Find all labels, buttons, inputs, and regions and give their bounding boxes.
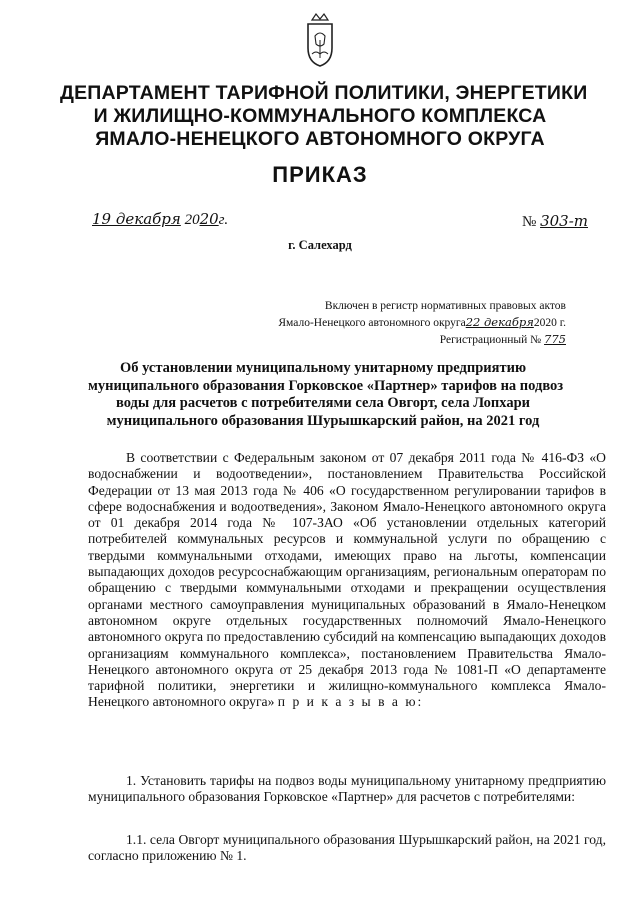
header-line-1: ДЕПАРТАМЕНТ ТАРИФНОЙ ПОЛИТИКИ, ЭНЕРГЕТИКИ (60, 82, 588, 104)
preamble-text: В соответствии с Федеральным законом от 07 декабря 2011 года № 416-ФЗ «О водоснабжении и водоотведении», постановлением Правительства Российской Федерации от 13 мая 2013 года № 406 «О государственном регулировании тарифов в сфере водоснабжения и водоотведения», Законом Ямало-Ненецкого автономного округа от 01 декабря 2014 года № 107-ЗАО «Об установлении отдельных категорий потребителей коммунальных ресурсов и коммунальной услуги по обращению с твердыми коммунальными отходами, имеющих право на льготы, компенсации выпадающих доходов ресурсоснабжающим организациям, региональным операторам по обращению с твердыми коммунальными отходами и прекращении осуществления органами местного самоуправления муниципальных образований в Ямало-Ненецком автономном округе отдельных государственных полномочий Ямало-Ненецкого автономного округа по предоставлению субсидий на компенсацию выпадающих доходов организациям коммунального комплекса», постановлением Правительства Ямало-Ненецкого автономного округа от 25 декабря 2013 года № 1081-П «О департаменте тарифной политики, энергетики и жилищно-коммунального комплекса Ямало-Ненецкого автономного округа» (88, 450, 606, 710)
order-date-handwritten: 19 декабря (92, 210, 181, 228)
registry-line-1: Включен в регистр нормативных правовых актов (324, 300, 566, 312)
subject-line-1: Об установлении муниципальному унитарному предприятию (119, 360, 527, 376)
subject-line-2: муниципального образования Горковское «Партнер» тарифов на подвоз (88, 377, 564, 394)
city-line: г. Салехард (288, 238, 352, 252)
department-header (60, 82, 588, 151)
registry-number-handwritten: 775 (544, 332, 566, 346)
order-directive-word: п р и к а з ы в а ю: (277, 694, 424, 710)
order-date (92, 210, 228, 229)
preamble-paragraph (88, 450, 606, 711)
subject-line-3: воды для расчетов с потребителями села Овгорт, села Лопхари (115, 395, 531, 411)
order-date-year-handwritten: 20 (199, 210, 219, 228)
order-subject (88, 360, 564, 430)
order-number (522, 212, 588, 231)
order-number-label: № (522, 214, 537, 230)
header-line-2: И ЖИЛИЩНО-КОММУНАЛЬНОГО КОМПЛЕКСА (93, 105, 547, 127)
coat-of-arms-emblem-icon (300, 10, 340, 70)
registry-date-handwritten: 22 декабря (465, 315, 534, 329)
order-date-end: г. (218, 212, 229, 228)
registry-line-3: Регистрационный № 775 (439, 332, 566, 346)
order-date-year-prefix: 20 (184, 212, 200, 228)
subject-line-4: муниципального образования Шурышкарский район, на 2021 год (106, 412, 540, 429)
clause-1-text: 1. Установить тарифы на подвоз воды муниципальному унитарному предприятию муниципального образования Горковское «Партнер» для расчетов с потребителями: (88, 773, 606, 805)
header-line-3: ЯМАЛО-НЕНЕЦКОГО АВТОНОМНОГО ОКРУГА (95, 128, 545, 150)
order-number-handwritten: 303-т (540, 212, 588, 230)
document-title: ПРИКАЗ (272, 162, 368, 187)
registry-line-2: Ямало-Ненецкого автономного округа22 декабря2020 г. (278, 315, 566, 329)
clause-1-1-text: 1.1. села Овгорт муниципального образования Шурышкарский район, на 2021 год, согласно приложению № 1. (88, 832, 606, 864)
clause-1-paragraph (88, 773, 606, 806)
clause-1-1-paragraph (88, 832, 606, 865)
registry-stamp (196, 298, 566, 348)
